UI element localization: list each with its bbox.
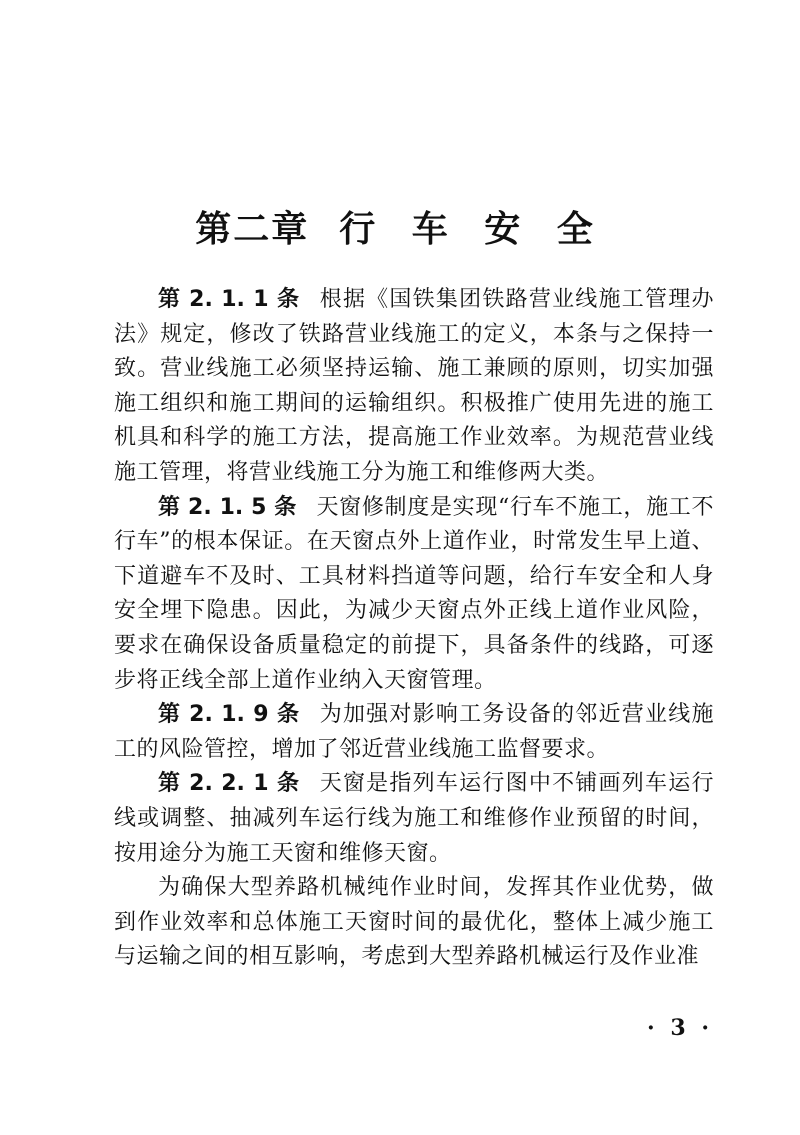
- clause-label: 第 2. 1. 1 条: [158, 287, 300, 312]
- body-text: [114, 283, 714, 975]
- clause-label: 第 2. 1. 5 条: [158, 494, 297, 520]
- paragraph-text: 根据《国铁集团铁路营业线施工管理办法》规定，修改了铁路营业线施工的定义，本条与之保持一致。营业线施工必须坚持运输、施工兼顾的原则，切实加强施工组织和施工期间的运输组织。积极推广使用先进的施工机具和科学的施工方法，提高施工作业效率。为规范营业线施工管理，将营业线施工分为施工和维修两大类。: [114, 287, 714, 485]
- paragraph-clause-2-1-9: [114, 698, 714, 767]
- paragraph-clause-2-1-5: [114, 491, 714, 699]
- paragraph-clause-2-2-1: [114, 767, 714, 871]
- paragraph-text: 天窗修制度是实现“行车不施工，施工不行车”的根本保证。在天窗点外上道作业，时常发生早上道、下道避车不及时、工具材料挡道等问题，给行车安全和人身安全埋下隐患。因此，为减少天窗点外正线上道作业风险，要求在确保设备质量稳定的前提下，具备条件的线路，可逐步将正线全部上道作业纳入天窗管理。: [114, 494, 715, 693]
- clause-label: 第 2. 2. 1 条: [158, 771, 300, 797]
- clause-label: 第 2. 1. 9 条: [158, 702, 300, 728]
- chapter-name: 行 车 安 全: [339, 209, 605, 250]
- paragraph-text: 天窗是指列车运行图中不铺画列车运行线或调整、抽减列车运行线为施工和维修作业预留的时间，按用途分为施工天窗和维修天窗。: [114, 771, 714, 866]
- paragraph-clause-2-1-1: [114, 283, 714, 491]
- paragraph-text: 为确保大型养路机械纯作业时间，发挥其作业优势，做到作业效率和总体施工天窗时间的最优化，整体上减少施工与运输之间的相互影响，考虑到大型养路机械运行及作业准: [114, 875, 714, 970]
- paragraph-continuation: [114, 871, 714, 975]
- chapter-title: [0, 205, 800, 255]
- chapter-number: 第二章: [195, 209, 310, 250]
- page-number: · 3 ·: [647, 1015, 713, 1041]
- paragraph-text: 为加强对影响工务设备的邻近营业线施工的风险管控，增加了邻近营业线施工监督要求。: [114, 702, 714, 762]
